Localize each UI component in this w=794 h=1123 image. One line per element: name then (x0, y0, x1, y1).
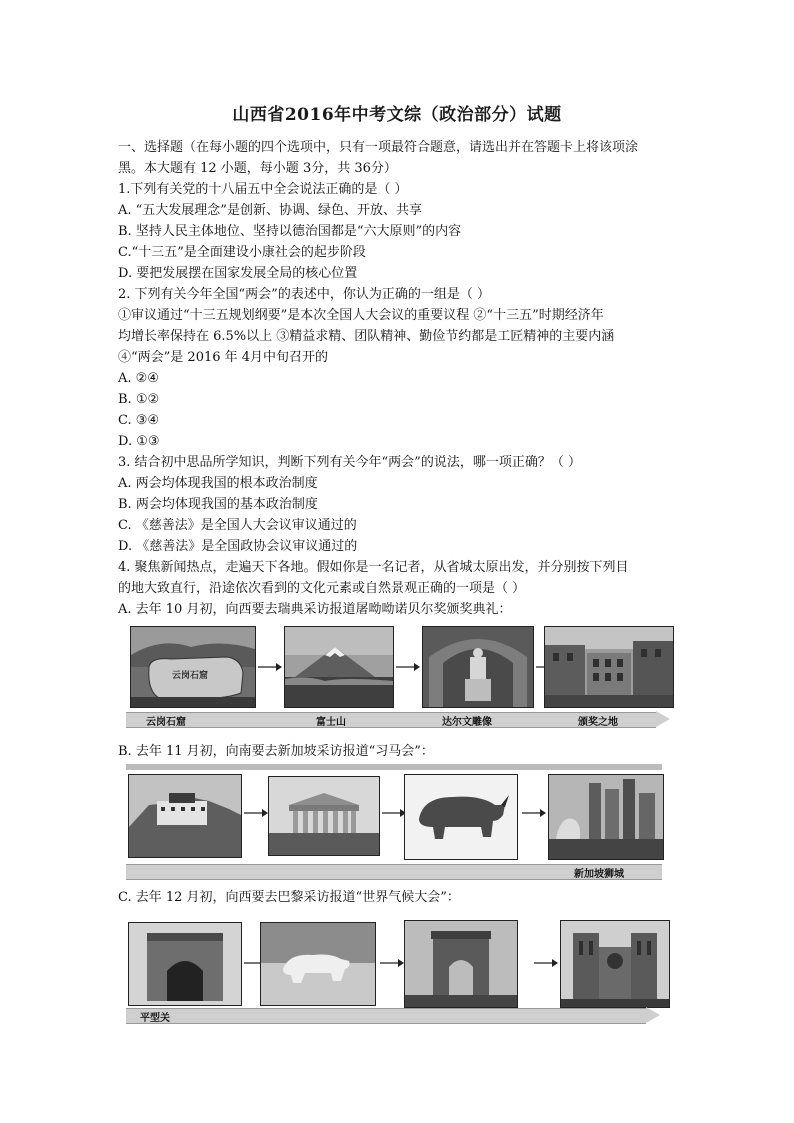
q4-image-strip-a (126, 624, 674, 736)
q2-statement-line2: 均增长率保持在 6.5%以上 ③精益求精、团队精神、勤俭节约都是工匠精神的主要内涵 (118, 329, 615, 344)
route-band (126, 712, 656, 728)
notre-dame-photo (560, 920, 670, 1008)
route-band (126, 1008, 646, 1024)
caption-darwin: 达尔文雕像 (442, 717, 492, 728)
caption-award-venue: 颁奖之地 (578, 717, 618, 728)
arrow-icon (380, 958, 404, 968)
caption-yungang: 云岗石窟 (146, 717, 186, 728)
q4-option-b: B. 去年 11 月初，向南要去新加坡采访报道“习马会”： (118, 744, 434, 759)
arrow-icon (258, 662, 282, 672)
q3-option-d: D. 《慈善法》是全国政协会议审议通过的 (118, 539, 358, 554)
q1-stem: 1.下列有关党的十八届五中全会说法正确的是（ ） (118, 182, 408, 197)
q3-option-c: C. 《慈善法》是全国人大会议审议通过的 (118, 518, 357, 533)
q4-stem-line1: 4. 聚焦新闻热点，走遍天下各地。假如你是一名记者，从省城太原出发，并分别按下列目 (118, 560, 629, 575)
parthenon-photo (268, 776, 380, 856)
q2-statement-line3: ④“两会”是 2016 年 4月中旬召开的 (118, 350, 329, 365)
pingxing-pass-photo (128, 922, 242, 1006)
section-instruction-line2: 黑。本大题有 12 小题，每小题 3分，共 36分） (118, 161, 397, 176)
mount-fuji-photo (284, 626, 394, 708)
route-band-arrowhead-icon (656, 711, 670, 727)
q3-option-b: B. 两会均体现我国的基本政治制度 (118, 497, 318, 512)
q4-image-strip-c (126, 918, 674, 1028)
potala-palace-photo (128, 774, 242, 858)
q2-statement-line1: ①审议通过“十三五规划纲要”是本次全国人大会议的重要议程 ②“十三五”时期经济年 (118, 308, 604, 323)
q4-stem-line2: 的地大致直行，沿途依次看到的文化元素或自然景观正确的一项是（ ） (118, 581, 526, 596)
arrow-icon (244, 808, 268, 818)
q1-option-d: D. 要把发展摆在国家发展全局的核心位置 (118, 266, 358, 281)
q2-stem: 2. 下列有关今年全国“两会”的表述中，你认为正确的一组是（ ） (118, 287, 490, 302)
q1-option-a: A. “五大发展理念”是创新、协调、绿色、开放、共享 (118, 203, 422, 218)
q2-option-c: C. ③④ (118, 413, 160, 428)
q2-option-b: B. ①② (118, 392, 160, 407)
q2-option-a: A. ②④ (118, 371, 159, 386)
route-band-top (126, 764, 662, 770)
award-venue-photo (544, 626, 674, 708)
yungang-grottoes-photo (130, 626, 256, 708)
q2-option-d: D. ①③ (118, 434, 160, 449)
q1-option-b: B. 坚持人民主体地位、坚持以德治国都是“六大原则”的内容 (118, 224, 462, 239)
q3-option-a: A. 两会均体现我国的根本政治制度 (118, 476, 318, 491)
q4-option-a: A. 去年 10 月初，向西要去瑞典采访报道屠呦呦诺贝尔奖颁奖典礼： (118, 602, 512, 617)
arrow-icon (382, 808, 406, 818)
arc-de-triomphe-photo (404, 920, 518, 1008)
arrow-icon (396, 662, 420, 672)
arrow-icon (534, 958, 558, 968)
stone-inscription: 云岗石窟 (172, 671, 209, 681)
route-band-arrowhead-icon (646, 1007, 660, 1023)
arrow-icon (522, 808, 546, 818)
q4-image-strip-b (126, 764, 674, 882)
caption-fuji: 富士山 (316, 717, 346, 728)
caption-pingxing-pass: 平型关 (140, 1013, 170, 1024)
darwin-statue-photo (422, 626, 534, 708)
page-title: 山西省2016年中考文综（政治部分）试题 (232, 105, 562, 125)
section-instruction-line1: 一、选择题（在每小题的四个选项中，只有一项最符合题意，请选出并在答题卡上将该项涂 (118, 140, 639, 155)
singapore-merlion-photo (548, 774, 664, 860)
polar-bear-photo (260, 922, 376, 1006)
q1-option-c: C.“十三五”是全面建设小康社会的起步阶段 (118, 245, 366, 260)
q3-stem: 3. 结合初中思品所学知识，判断下列有关今年“两会”的说法，哪一项正确？（ ） (118, 455, 581, 470)
q4-option-c: C. 去年 12 月初，向西要去巴黎采访报道“世界气候大会”： (118, 890, 460, 905)
rhinoceros-photo (404, 774, 518, 860)
caption-singapore: 新加坡狮城 (574, 869, 624, 880)
